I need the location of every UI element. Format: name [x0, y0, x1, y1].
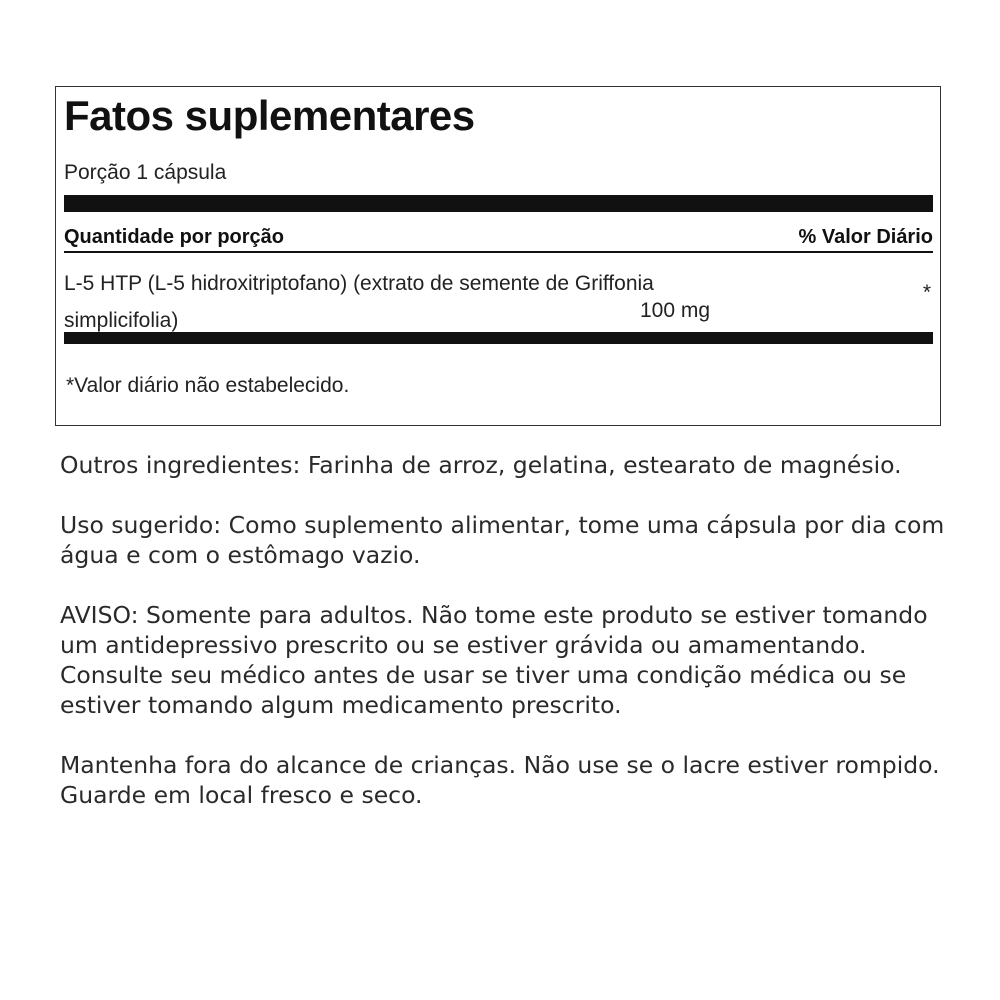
serving-size: Porção 1 cápsula: [64, 161, 227, 184]
product-notes: [60, 450, 960, 840]
divider-thin: [64, 251, 933, 253]
ingredient-daily-value: *: [922, 281, 931, 304]
ingredient-amount: 100 mg: [640, 299, 711, 322]
divider-thick-top: [64, 195, 933, 212]
other-ingredients-text: Outros ingredientes: Farinha de arroz, gelatina, estearato de magnésio.: [60, 451, 902, 479]
column-header-daily-value: % Valor Diário: [798, 226, 933, 248]
ingredient-name: L-5 HTP (L-5 hidroxitriptofano) (extrato de semente de Griffonia simplicifolia): [64, 272, 654, 332]
storage-text: Mantenha fora do alcance de crianças. Não use se o lacre estiver rompido. Guarde em local fresco e seco.: [60, 751, 940, 809]
warning-text: AVISO: Somente para adultos. Não tome este produto se estiver tomando um antidepressivo prescrito ou se estiver grávida ou amamentando. Consulte seu médico antes de usar se tiver uma condição médica ou se estiver tomando algum medicamento prescrito.: [60, 601, 928, 719]
supplement-facts-panel: [55, 86, 941, 426]
daily-value-footnote: *Valor diário não estabelecido.: [66, 374, 350, 397]
divider-thick-bottom: [64, 332, 933, 344]
column-header-amount: Quantidade por porção: [64, 226, 285, 248]
suggested-use-text: Uso sugerido: Como suplemento alimentar, tome uma cápsula por dia com água e com o estômago vazio.: [60, 511, 945, 569]
panel-title: Fatos suplementares: [64, 92, 475, 139]
